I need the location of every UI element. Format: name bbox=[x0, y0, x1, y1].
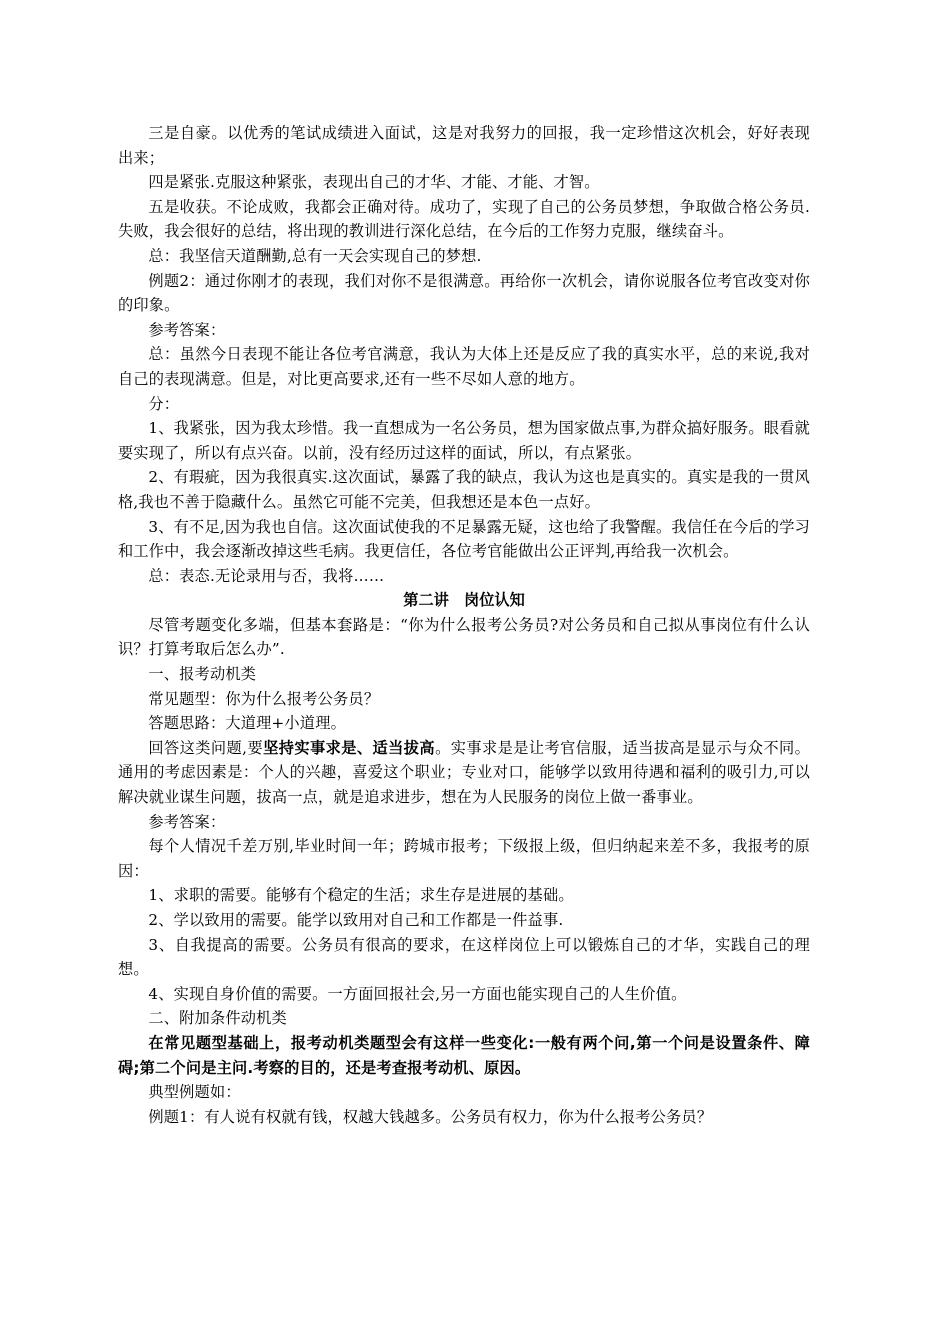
paragraph: 常见题型：你为什么报考公务员？ bbox=[148, 689, 380, 708]
paragraph: 1、我紧张，因为我太珍惜。我一直想成为一名公务员，想为国家做点事,为群众搞好服务。眼看就要实现了，所以有点兴奋。以前，没有经历过这样的面试，所以，有点紧张。 bbox=[118, 419, 810, 462]
answer-prefix: 回答这类问题,要 bbox=[148, 738, 264, 757]
paragraph: 答题思路：大道理+小道理。 bbox=[148, 714, 346, 733]
paragraph: 尽管考题变化多端，但基本套路是：“你为什么报考公务员?对公务员和自己拟从事岗位有什么认识？打算考取后怎么办”. bbox=[118, 615, 810, 659]
paragraph: 例题1：有人说有权就有钱，权越大钱越多。公务员有权力，你为什么报考公务员？ bbox=[148, 1107, 713, 1126]
paragraph: 一、报考动机类 bbox=[148, 665, 257, 684]
bold-paragraph: 在常见题型基础上，报考动机类题型会有这样一些变化:一般有两个问,第一个问是设置条件、障碍;第二个问是主问.考察的目的，还是考查报考动机、原因。 bbox=[118, 1033, 810, 1077]
paragraph: 4、实现自身价值的需要。一方面回报社会,另一方面也能实现自己的人生价值。 bbox=[148, 984, 687, 1003]
paragraph-answer-approach bbox=[118, 736, 810, 810]
paragraph: 3、自我提高的需要。公务员有很高的要求，在这样岗位上可以锻炼自己的才华，实践自己的理想。 bbox=[118, 935, 810, 979]
section-heading: 第二讲 岗位认知 bbox=[403, 591, 525, 610]
answer-suffix: 。实事求是是让考官信服，适当拔高是显示与众不同。通用的考虑因素是：个人的兴趣，喜爱这个职业；专业对口，能够学以致用待遇和福利的吸引力,可以解决就业谋生问题，拔高一点，就是追求进步，想在为人民服务的岗位上做一番事业。 bbox=[118, 738, 810, 807]
paragraph: 参考答案： bbox=[148, 812, 226, 831]
paragraph: 3、有不足,因为我也自信。这次面试使我的不足暴露无疑，这也给了我警醒。我信任在今后的学习和工作中，我会逐渐改掉这些毛病。我更信任，各位考官能做出公正评判,再给我一次机会。 bbox=[118, 517, 810, 561]
paragraph: 2、学以致用的需要。能学以致用对自己和工作都是一件益事. bbox=[148, 911, 564, 929]
paragraph: 总：我坚信天道酬勤,总有一天会实现自己的梦想. bbox=[148, 246, 482, 265]
document-page bbox=[118, 121, 810, 1129]
paragraph: 三是自豪。以优秀的笔试成绩进入面试，这是对我努力的回报，我一定珍惜这次机会，好好表现出来； bbox=[118, 124, 810, 167]
paragraph: 参考答案： bbox=[148, 320, 226, 339]
answer-bold-phrase: 坚持实事求是、适当拔高 bbox=[263, 738, 436, 757]
paragraph: 每个人情况千差万别,毕业时间一年；跨城市报考；下级报上级，但归纳起来差不多，我报考的原因： bbox=[118, 837, 810, 880]
paragraph: 总：表态.无论录用与否，我将…… bbox=[148, 566, 385, 585]
paragraph: 1、求职的需要。能够有个稳定的生活；求生存是进展的基础。 bbox=[148, 886, 574, 905]
paragraph: 四是紧张.克服这种紧张，表现出自己的才华、才能、才能、才智。 bbox=[148, 173, 600, 192]
paragraph: 例题2：通过你刚才的表现，我们对你不是很满意。再给你一次机会，请你说服各位考官改变对你的印象。 bbox=[118, 271, 810, 315]
paragraph: 二、附加条件动机类 bbox=[148, 1009, 287, 1028]
paragraph: 分： bbox=[148, 394, 180, 413]
paragraph: 典型例题如： bbox=[148, 1083, 241, 1102]
paragraph: 五是收获。不论成败，我都会正确对待。成功了，实现了自己的公务员梦想，争取做合格公务员.失败，我会很好的总结，将出现的教训进行深化总结，在今后的工作努力克服，继续奋斗。 bbox=[118, 197, 810, 241]
paragraph: 2、有瑕疵，因为我很真实.这次面试，暴露了我的缺点，我认为这也是真实的。真实是我的一贯风格,我也不善于隐藏什么。虽然它可能不完美，但我想还是本色一点好。 bbox=[118, 468, 810, 511]
paragraph: 总：虽然今日表现不能让各位考官满意，我认为大体上还是反应了我的真实水平，总的来说,我对自己的表现满意。但是，对比更高要求,还有一些不尽如人意的地方。 bbox=[118, 345, 810, 388]
